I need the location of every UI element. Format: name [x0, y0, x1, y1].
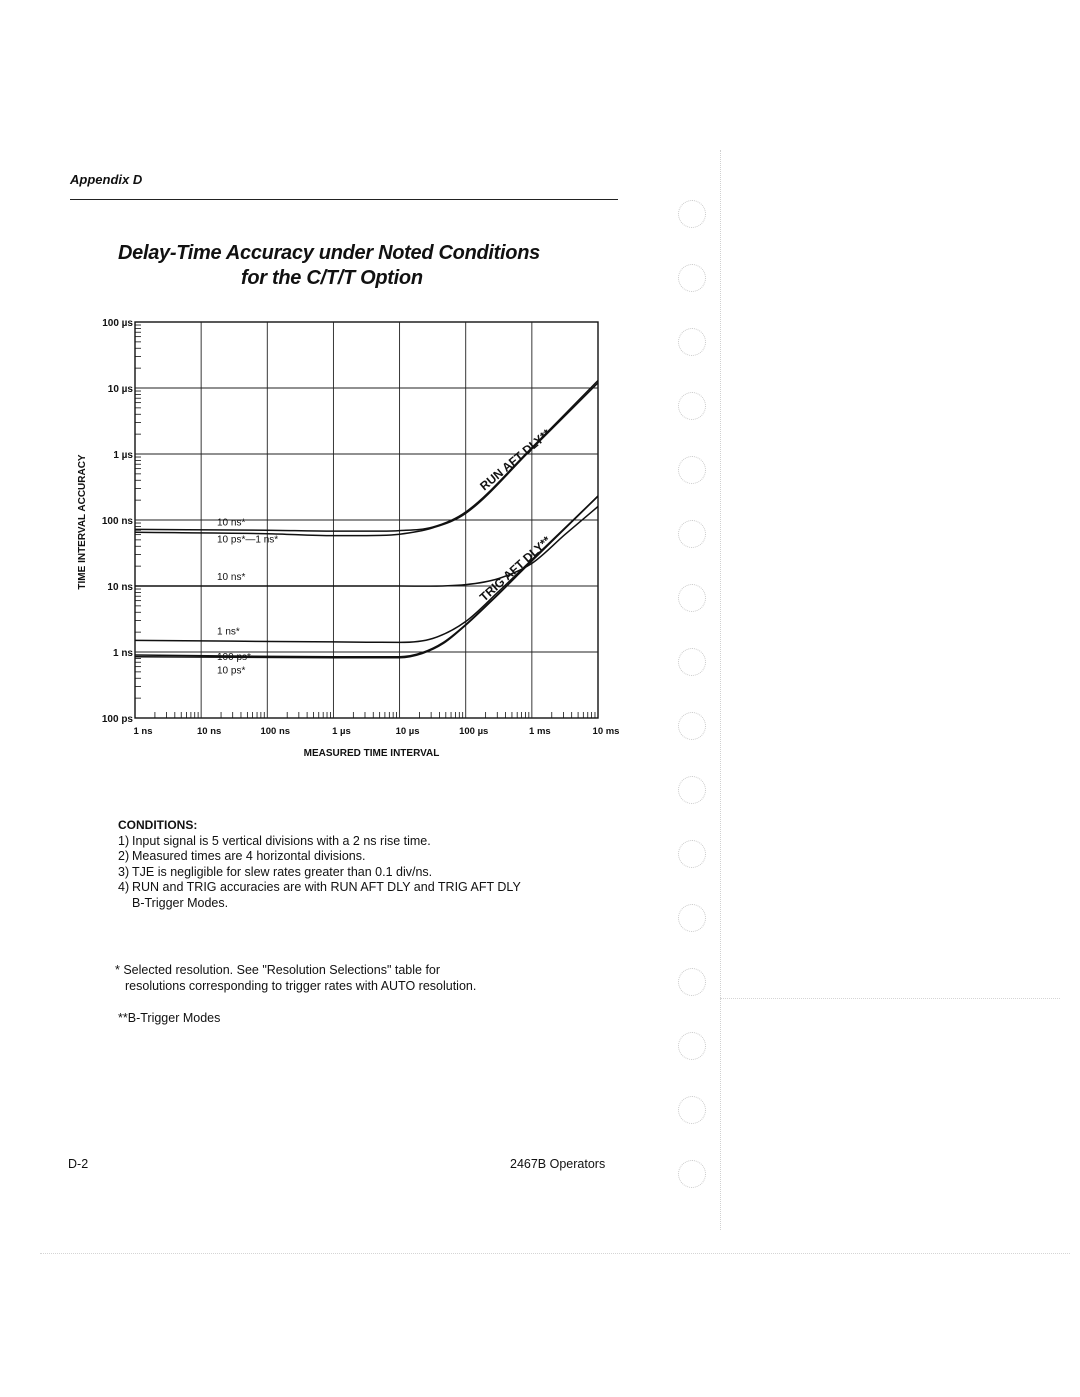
y-tick-label: 100 µs — [102, 318, 133, 329]
binder-hole — [678, 776, 706, 804]
binder-hole — [678, 648, 706, 676]
condition-number: 2) — [118, 849, 130, 863]
x-tick-label: 100 ns — [260, 726, 291, 737]
scan-artifact-line — [40, 1253, 1070, 1254]
appendix-header: Appendix D — [70, 172, 143, 187]
y-tick-label: 1 ns — [112, 648, 133, 659]
x-tick-label: 100 µs — [459, 726, 489, 737]
condition-number: 3) — [118, 864, 130, 879]
chart-title-line1: Delay-Time Accuracy under Noted Conditions — [118, 242, 540, 264]
x-tick-label: 10 ms — [592, 726, 620, 737]
series-label: 100 ps* — [217, 652, 251, 664]
footnote-btrigger: **B-Trigger Modes — [118, 1011, 221, 1025]
x-axis-title: MEASURED TIME INTERVAL — [303, 748, 440, 759]
binder-hole — [678, 328, 706, 356]
accuracy-chart — [60, 300, 630, 770]
series-label: 10 ps*—1 ns* — [217, 534, 279, 546]
footnote-line: * Selected resolution. See "Resolution Selections" table for — [115, 963, 441, 977]
series-label: 10 ns* — [217, 517, 246, 529]
series-label: 10 ps* — [217, 665, 246, 677]
binder-hole — [678, 968, 706, 996]
x-tick-label: 1 ms — [529, 726, 551, 737]
binder-hole — [678, 456, 706, 484]
page-number: D-2 — [68, 1157, 89, 1171]
x-tick-label: 10 µs — [395, 726, 420, 737]
condition-item — [118, 865, 521, 881]
condition-continuation: B-Trigger Modes. — [132, 895, 229, 910]
scan-artifact-line — [720, 998, 1060, 999]
conditions-heading: CONDITIONS: — [118, 818, 198, 832]
series-line — [135, 496, 598, 642]
condition-item — [118, 880, 521, 896]
footnote-resolution — [115, 962, 476, 994]
mode-annotation: RUN AFT DLY** — [477, 426, 554, 494]
binder-hole — [678, 392, 706, 420]
condition-number: 4) — [118, 880, 130, 894]
y-tick-label: 100 ps — [101, 714, 133, 725]
binder-hole — [678, 712, 706, 740]
binder-hole — [678, 1032, 706, 1060]
x-tick-label: 1 µs — [332, 726, 351, 737]
binder-hole — [678, 200, 706, 228]
binder-hole — [678, 1160, 706, 1188]
x-tick-label: 1 ns — [133, 726, 153, 737]
binder-hole — [678, 584, 706, 612]
condition-text: RUN and TRIG accuracies are with RUN AFT DLY and TRIG AFT DLY — [132, 880, 521, 894]
condition-item — [118, 849, 521, 865]
binder-hole — [678, 840, 706, 868]
y-tick-label: 10 µs — [107, 384, 133, 395]
condition-text: Measured times are 4 horizontal divisions. — [132, 849, 366, 863]
footnote-line: resolutions corresponding to trigger rates with AUTO resolution. — [125, 979, 477, 993]
mode-annotation: TRIG AFT DLY** — [476, 533, 554, 605]
conditions-block — [118, 818, 521, 911]
binder-hole — [678, 904, 706, 932]
binder-hole — [678, 1096, 706, 1124]
series-label: 10 ns* — [217, 572, 246, 583]
y-tick-label: 1 µs — [113, 450, 133, 461]
condition-item — [118, 834, 521, 850]
x-tick-label: 10 ns — [196, 726, 222, 737]
y-tick-label: 100 ns — [101, 516, 133, 527]
condition-text: Input signal is 5 vertical divisions with a 2 ns rise time. — [132, 833, 431, 848]
series-line — [135, 383, 598, 536]
header-rule — [70, 199, 618, 200]
y-axis-title: TIME INTERVAL ACCURACY — [77, 454, 88, 590]
binding-edge — [720, 150, 721, 1230]
condition-number: 1) — [118, 833, 130, 848]
condition-text: TJE is negligible for slew rates greater than 0.1 div/ns. — [132, 864, 433, 879]
binder-hole — [678, 520, 706, 548]
chart-title-line2: for the C/T/T Option — [241, 267, 423, 289]
binder-hole — [678, 264, 706, 292]
series-group — [135, 381, 598, 658]
y-tick-label: 10 ns — [107, 582, 133, 593]
series-label: 1 ns* — [217, 626, 240, 638]
manual-name: 2467B Operators — [510, 1157, 606, 1171]
